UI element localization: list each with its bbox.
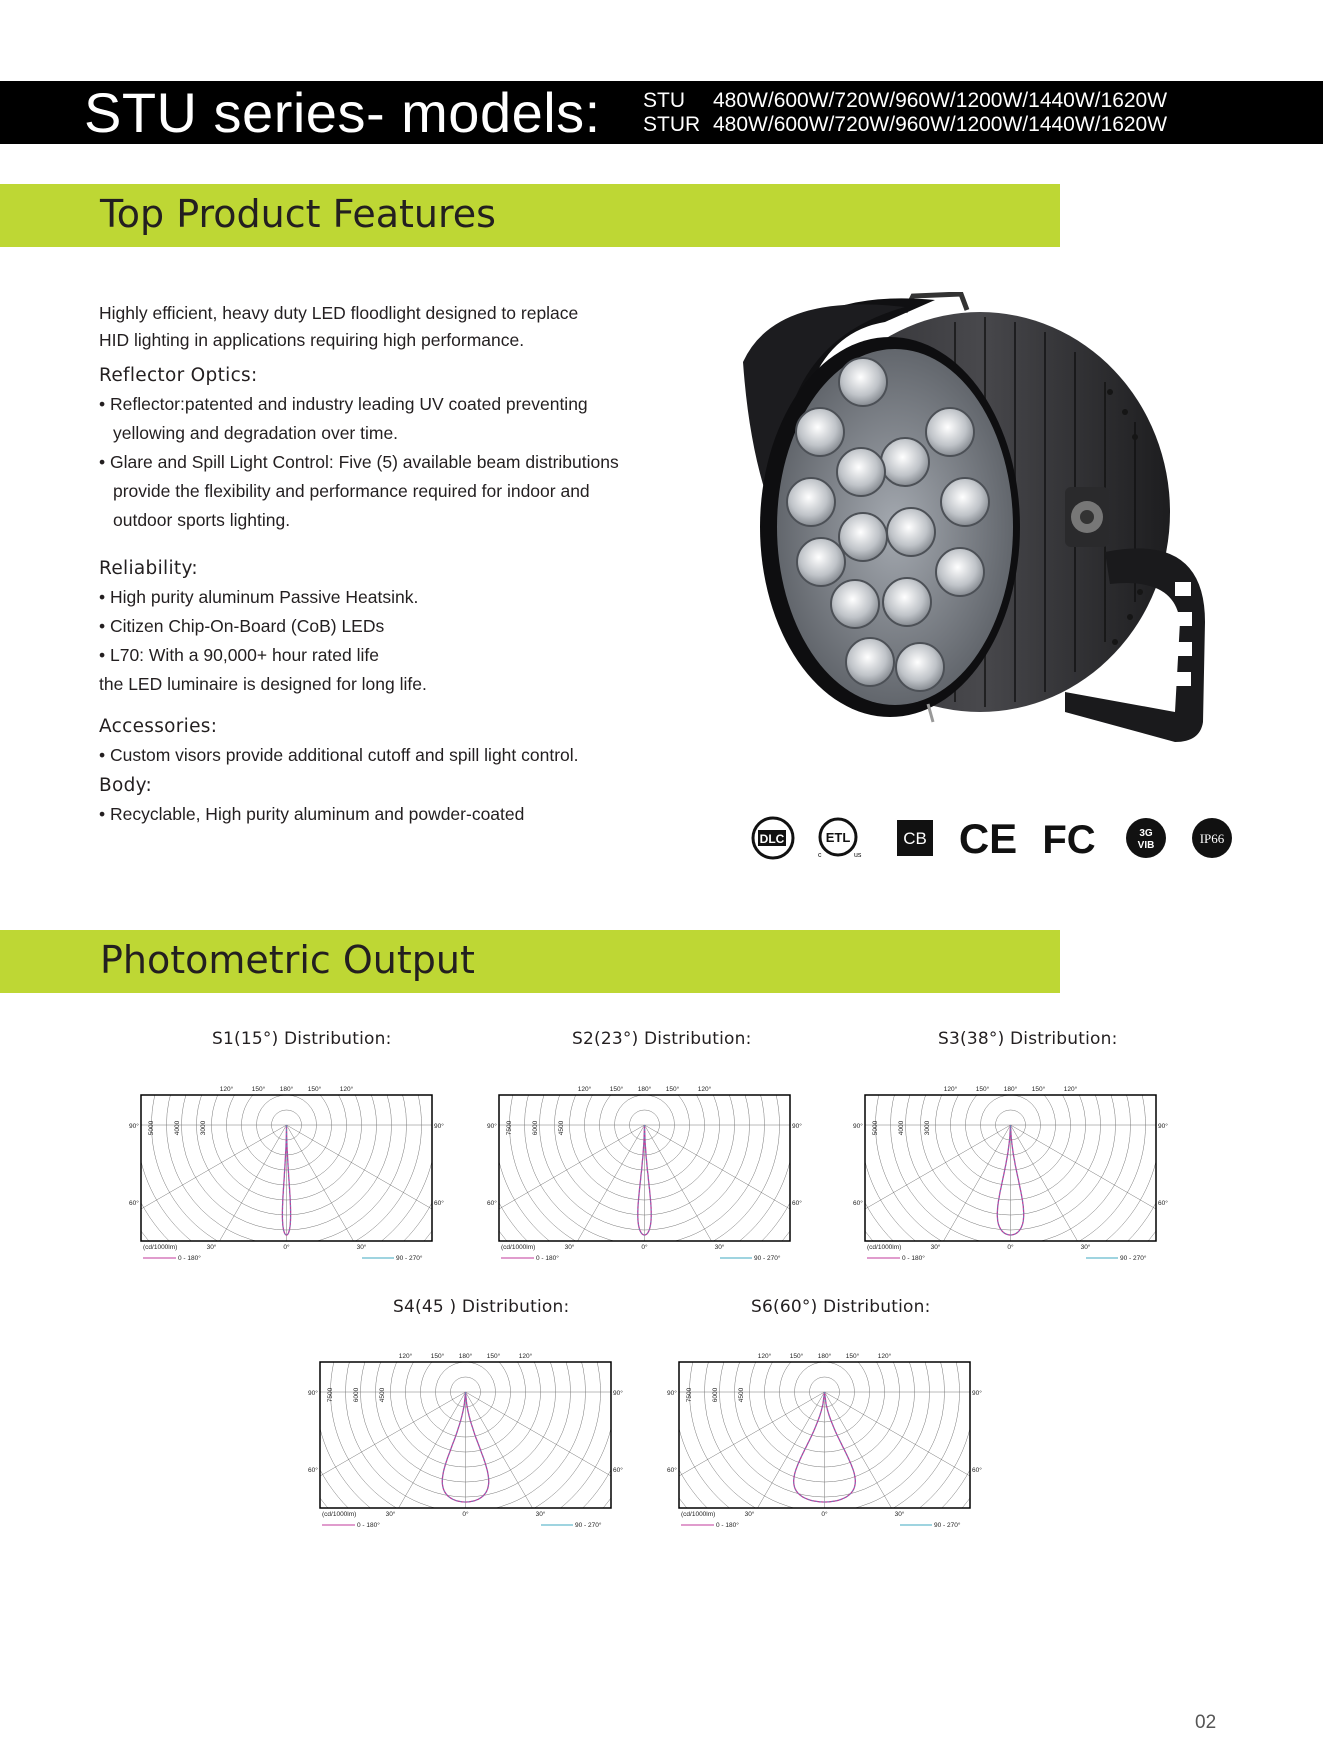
series-title: STU series- models: [84,81,601,144]
svg-text:us: us [854,852,862,859]
angle-label: 120° [518,1353,533,1360]
legend-label: 0 - 180° [902,1255,925,1262]
floodlight-product-image [735,292,1225,748]
angle-label: 30° [535,1511,546,1518]
feature-bullet: • Custom visors provide additional cutoff and spill light control. [99,745,579,765]
angle-label: 30° [206,1244,217,1251]
angle-label: 30° [744,1511,755,1518]
angle-label: 120° [697,1086,712,1093]
angle-label: 180° [817,1353,832,1360]
angle-label: 120° [757,1353,772,1360]
chart-title-s3: S3(38°) Distribution: [938,1029,1118,1049]
angle-label: 30° [714,1244,725,1251]
feature-continuation: outdoor sports lighting. [113,510,291,530]
angle-label: 60° [853,1200,863,1207]
scale-label: 7500 [506,1120,513,1136]
feature-bullet: • High purity aluminum Passive Heatsink. [99,587,419,607]
angle-label: 60° [1158,1200,1168,1207]
angle-label: 60° [792,1200,802,1207]
svg-text:DLC: DLC [759,832,785,846]
angle-label: 150° [251,1086,266,1093]
unit-label: (cd/1000lm) [143,1244,178,1251]
unit-label: (cd/1000lm) [681,1511,716,1518]
angle-label: 0° [821,1511,828,1518]
svg-text:FC: FC [1042,818,1096,861]
intro-line: Highly efficient, heavy duty LED floodlight designed to replace [99,303,579,323]
reliability-heading: Reliability: [99,558,198,579]
angle-label: 150° [430,1353,445,1360]
polar-chart-s1 [127,1075,447,1275]
model-row [643,113,1167,137]
angle-label: 60° [487,1200,497,1207]
polar-chart-s2 [485,1075,805,1275]
angle-label: 180° [458,1353,473,1360]
model-name: STUR [643,113,701,136]
angle-label: 150° [975,1086,990,1093]
svg-text:3G: 3G [1139,828,1153,839]
angle-label: 60° [129,1200,139,1207]
scale-label: 4500 [558,1120,565,1136]
angle-label: 120° [398,1353,413,1360]
angle-label: 0° [641,1244,648,1251]
polar-chart-s6 [665,1342,985,1542]
angle-label: 30° [385,1511,396,1518]
model-watts: 480W/600W/720W/960W/1200W/1440W/1620W [713,89,1168,112]
fcc-logo [1038,815,1100,861]
angle-label: 150° [845,1353,860,1360]
legend-label: 0 - 180° [536,1255,559,1262]
feature-bullet: • Reflector:patented and industry leading UV coated preventing [99,394,588,414]
scale-label: 6000 [353,1387,360,1403]
dlc-logo [750,815,796,861]
feature-bullet: • Glare and Spill Light Control: Five (5) available beam distributions [99,452,619,472]
unit-label: (cd/1000lm) [322,1511,357,1518]
legend-label: 0 - 180° [178,1255,201,1262]
legend-label: 0 - 180° [716,1522,739,1529]
accessories-heading: Accessories: [99,716,218,737]
title-bar [0,81,1323,144]
scale-label: 4000 [174,1120,181,1136]
scale-label: 3000 [200,1120,207,1136]
angle-label: 120° [339,1086,354,1093]
svg-text:ETL: ETL [825,830,851,845]
angle-label: 90° [972,1390,982,1397]
angle-label: 90° [613,1390,623,1397]
angle-label: 30° [356,1244,367,1251]
model-watts: 480W/600W/720W/960W/1200W/1440W/1620W [713,113,1168,136]
model-list [643,89,1167,137]
polar-chart-s4 [306,1342,626,1542]
legend-label: 90 - 270° [1120,1255,1147,1262]
angle-label: 30° [1080,1244,1091,1251]
feature-bullet: • Recyclable, High purity aluminum and powder-coated [99,804,525,824]
angle-label: 60° [308,1467,318,1474]
legend-label: 90 - 270° [754,1255,781,1262]
angle-label: 150° [789,1353,804,1360]
angle-label: 30° [894,1511,905,1518]
legend-label: 0 - 180° [357,1522,380,1529]
legend-label: 90 - 270° [934,1522,961,1529]
features-band [0,184,1060,247]
feature-bullet: • Citizen Chip-On-Board (CoB) LEDs [99,616,385,636]
angle-label: 60° [434,1200,444,1207]
angle-label: 150° [609,1086,624,1093]
angle-label: 0° [1007,1244,1014,1251]
scale-label: 4500 [379,1387,386,1403]
svg-text:VIB: VIB [1137,840,1155,851]
angle-label: 90° [667,1390,677,1397]
feature-bullet: • L70: With a 90,000+ hour rated life [99,645,379,665]
scale-label: 7500 [327,1387,334,1403]
unit-label: (cd/1000lm) [501,1244,536,1251]
unit-label: (cd/1000lm) [867,1244,902,1251]
angle-label: 30° [564,1244,575,1251]
model-name: STU [643,89,685,112]
angle-label: 90° [853,1123,863,1130]
angle-label: 150° [307,1086,322,1093]
angle-label: 150° [486,1353,501,1360]
angle-label: 90° [1158,1123,1168,1130]
features-text [99,300,719,829]
chart-title-s4: S4(45 ) Distribution: [393,1297,570,1317]
angle-label: 90° [129,1123,139,1130]
photometric-band [0,930,1060,993]
scale-label: 6000 [532,1120,539,1136]
angle-label: 120° [577,1086,592,1093]
features-heading: Top Product Features [100,192,496,236]
photometric-heading: Photometric Output [100,938,475,982]
legend-label: 90 - 270° [575,1522,602,1529]
angle-label: 120° [943,1086,958,1093]
page-number: 02 [1195,1712,1217,1733]
certification-logos [750,815,1242,861]
angle-label: 120° [877,1353,892,1360]
angle-label: 180° [279,1086,294,1093]
angle-label: 90° [308,1390,318,1397]
scale-label: 7500 [686,1387,693,1403]
angle-label: 180° [1003,1086,1018,1093]
angle-label: 30° [930,1244,941,1251]
reflector-heading: Reflector Optics: [99,365,258,386]
legend-label: 90 - 270° [396,1255,423,1262]
scale-label: 6000 [712,1387,719,1403]
intro-line: HID lighting in applications requiring high performance. [99,330,525,350]
svg-text:CE: CE [958,815,1018,861]
svg-text:c: c [818,852,822,859]
ip66-logo [1190,815,1234,861]
scale-label: 4500 [738,1387,745,1403]
svg-text:CB: CB [903,829,927,848]
angle-label: 60° [613,1467,623,1474]
feature-continuation: yellowing and degradation over time. [113,423,399,443]
scale-label: 5000 [872,1120,879,1136]
chart-title-s2: S2(23°) Distribution: [572,1029,752,1049]
svg-text:IP66: IP66 [1199,831,1225,846]
chart-title-s6: S6(60°) Distribution: [751,1297,931,1317]
angle-label: 120° [1063,1086,1078,1093]
cb-logo [897,815,933,861]
scale-label: 3000 [924,1120,931,1136]
angle-label: 180° [637,1086,652,1093]
chart-title-s1: S1(15°) Distribution: [212,1029,392,1049]
feature-continuation: provide the flexibility and performance required for indoor and [113,481,590,501]
angle-label: 90° [487,1123,497,1130]
vibration-3g-logo [1124,815,1168,861]
angle-label: 0° [462,1511,469,1518]
angle-label: 90° [434,1123,444,1130]
angle-label: 0° [283,1244,290,1251]
angle-label: 120° [219,1086,234,1093]
angle-label: 150° [1031,1086,1046,1093]
angle-label: 150° [665,1086,680,1093]
scale-label: 5000 [148,1120,155,1136]
etl-logo [812,815,864,861]
model-row [643,89,1167,113]
scale-label: 4000 [898,1120,905,1136]
angle-label: 60° [667,1467,677,1474]
angle-label: 60° [972,1467,982,1474]
feature-line: the LED luminaire is designed for long life. [99,674,427,694]
angle-label: 90° [792,1123,802,1130]
polar-chart-s3 [851,1075,1171,1275]
ce-logo [958,815,1018,861]
body-heading: Body: [99,775,153,796]
